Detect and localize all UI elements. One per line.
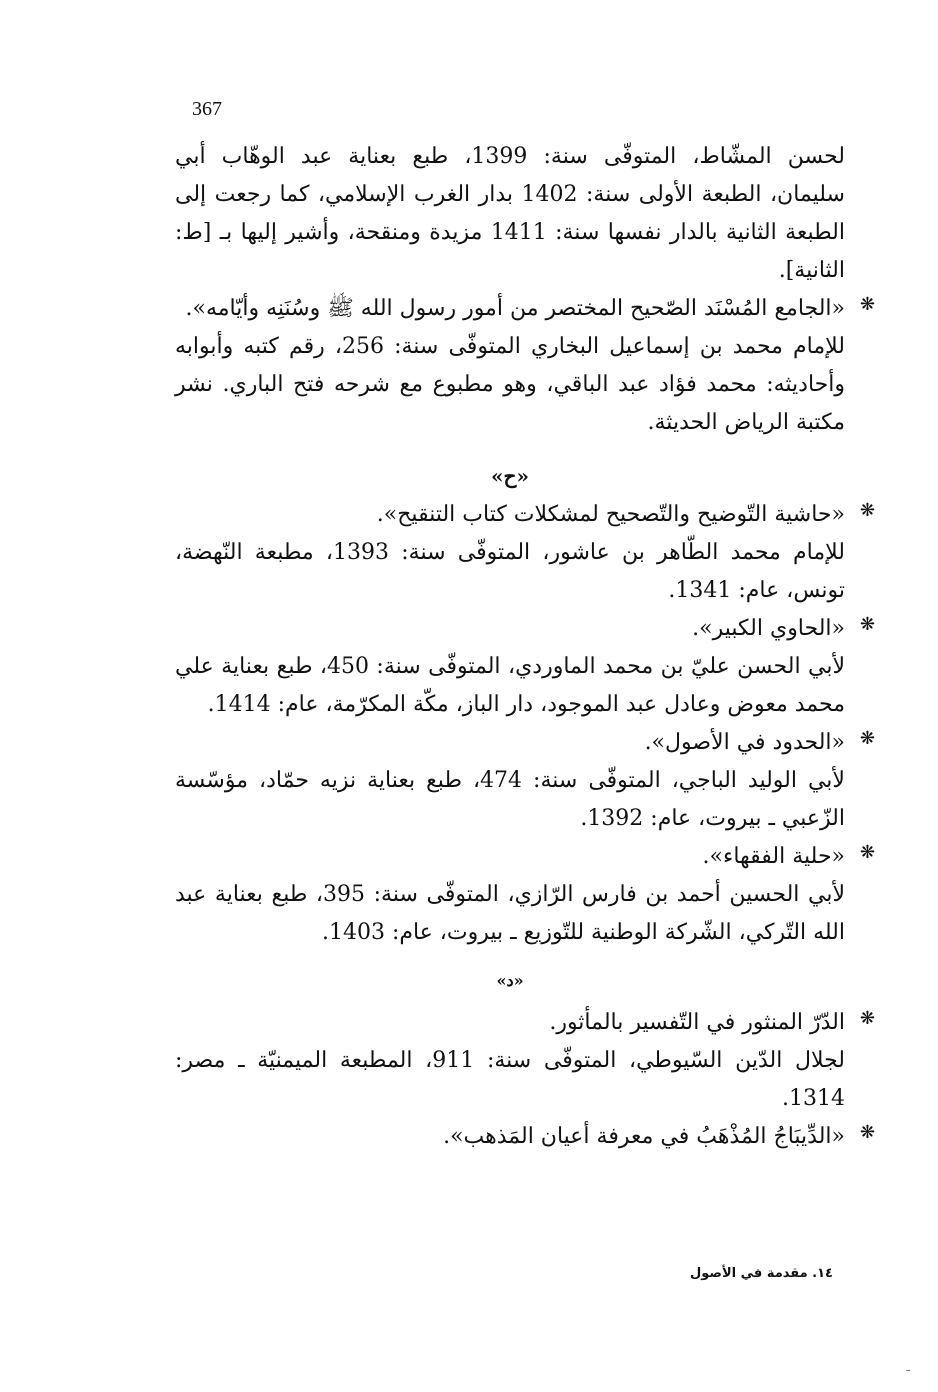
entry-dibaj [175, 1118, 875, 1156]
entry-description: لجلال الدّين السّيوطي، المتوفّى سنة: 911، المطبعة الميمنيّة ـ مصر: 1314. [175, 1048, 845, 1111]
entry-description: لأبي الحسين أحمد بن فارس الرّازي، المتوفّى سنة: 395، طبع بعناية عبد الله التّركي، الشّركة الوطنية للتّوزيع ـ بيروت، عام: 1403. [175, 882, 845, 945]
section-header-ha: «ح» [491, 464, 529, 488]
text-column [175, 138, 875, 1156]
entry-description: لأبي الحسن عليّ بن محمد الماوردي، المتوفّى سنة: 450، طبع بعناية علي محمد معوض وعادل عبد الموجود، دار الباز، مكّة المكرّمة، عام: 1414. [175, 654, 845, 717]
bullet-icon: ❋ [859, 842, 875, 863]
footer-label: ١٤. مقدمة في الأصول [689, 1266, 833, 1281]
entry-title: «حاشية التّوضيح والتّصحيح لمشكلات كتاب التنقيح». [376, 502, 845, 527]
entry-title: «الجامع المُسْنَد الصّحيح المختصر من أمور رسول الله ﷺ وسُنَنِه وأيّامه». [185, 296, 845, 321]
bullet-icon: ❋ [859, 294, 875, 315]
corner-mark: ـ [906, 1360, 910, 1374]
bullet-icon: ❋ [859, 1122, 875, 1143]
bullet-icon: ❋ [859, 500, 875, 521]
entry-hashiya [175, 496, 875, 610]
entry-hilya [175, 838, 875, 952]
entry-title: الدّرّ المنثور في التّفسير بالمأثور. [549, 1010, 845, 1035]
entry-hudud [175, 724, 875, 838]
entry-title: «الحدود في الأصول». [644, 730, 845, 755]
bullet-icon: ❋ [859, 1008, 875, 1029]
entry-hawi [175, 610, 875, 724]
entry-description: لأبي الوليد الباجي، المتوفّى سنة: 474، طبع بعناية نزيه حمّاد، مؤسّسة الزّعبي ـ بيروت، عام: 1392. [175, 768, 845, 831]
intro-paragraph: لحسن المشّاط، المتوفّى سنة: 1399، طبع بعناية عبد الوهّاب أبي سليمان، الطبعة الأولى سنة: 1402 بدار الغرب الإسلامي، كما رجعت إلى الطبعة الثانية بالدار نفسها سنة: 1411 مزيدة ومنقحة، وأشير إليها بـ [ط: الثانية]. [175, 144, 845, 283]
entry-description: للإمام محمد الطّاهر بن عاشور، المتوفّى سنة: 1393، مطبعة النّهضة، تونس، عام: 1341. [175, 540, 845, 603]
entry-description: للإمام محمد بن إسماعيل البخاري المتوفّى سنة: 256، رقم كتبه وأبوابه وأحاديثه: محمد فؤاد عبد الباقي، وهو مطبوع مع شرحه فتح الباري. نشر مكتبة الرياض الحديثة. [175, 334, 845, 435]
page-number: 367 [192, 98, 222, 120]
bullet-icon: ❋ [859, 614, 875, 635]
section-header-dal: «د» [496, 971, 524, 990]
entry-title: «الدِّيبَاجُ المُذْهَبُ في معرفة أعيان المَذهب». [443, 1124, 845, 1149]
entry-title: «الحاوي الكبير». [692, 616, 845, 641]
entry-jami [175, 290, 875, 442]
entry-title: «حلية الفقهاء». [702, 844, 845, 869]
bullet-icon: ❋ [859, 728, 875, 749]
entry-durr [175, 1004, 875, 1118]
